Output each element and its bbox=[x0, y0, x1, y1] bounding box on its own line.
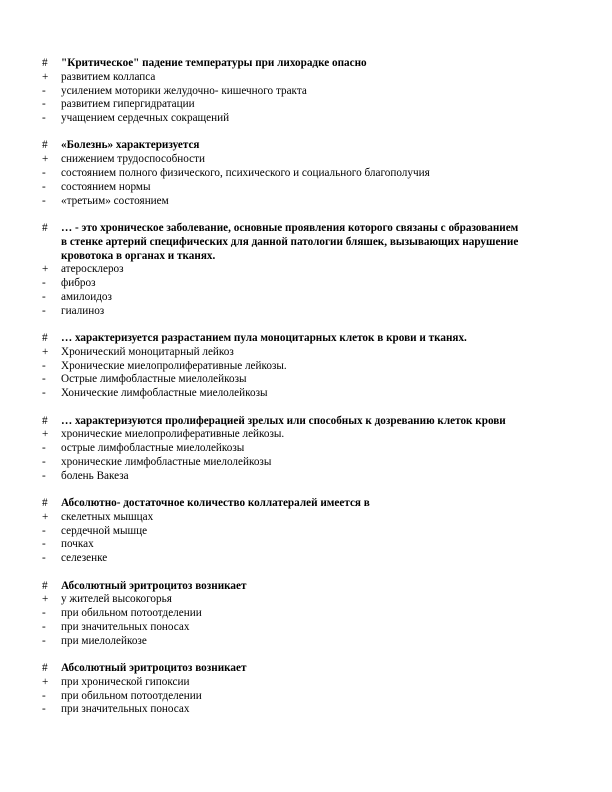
answer-marker: - bbox=[42, 84, 46, 97]
question-text: Абсолютный эритроцитоз возникает bbox=[61, 661, 247, 674]
answer-marker: - bbox=[42, 194, 46, 207]
answer-row bbox=[40, 607, 520, 621]
correct-answer-row bbox=[40, 511, 520, 525]
answer-row bbox=[40, 635, 520, 649]
question-row bbox=[40, 222, 520, 263]
answer-row bbox=[40, 690, 520, 704]
answer-marker: - bbox=[42, 703, 46, 716]
question-marker: # bbox=[42, 661, 48, 674]
answer-text: состоянием нормы bbox=[61, 180, 151, 193]
question-block bbox=[40, 57, 520, 126]
answer-row bbox=[40, 277, 520, 291]
answer-row bbox=[40, 112, 520, 126]
answer-marker: + bbox=[42, 428, 49, 441]
answer-row bbox=[40, 703, 520, 717]
answer-marker: - bbox=[42, 277, 46, 290]
answer-marker: + bbox=[42, 345, 49, 358]
question-marker: # bbox=[42, 579, 48, 592]
question-text: … характеризуется разрастанием пула моноцитарных клеток в крови и тканях. bbox=[61, 332, 467, 345]
question-row bbox=[40, 415, 520, 429]
answer-row bbox=[40, 442, 520, 456]
answer-text: при обильном потоотделении bbox=[61, 607, 202, 620]
answer-marker: - bbox=[42, 98, 46, 111]
question-row bbox=[40, 57, 520, 71]
question-row bbox=[40, 662, 520, 676]
question-marker: # bbox=[42, 414, 48, 427]
correct-answer-row bbox=[40, 71, 520, 85]
answer-marker: + bbox=[42, 510, 49, 523]
answer-text: сердечной мышце bbox=[61, 524, 148, 537]
question-block bbox=[40, 415, 520, 484]
correct-answer-row bbox=[40, 676, 520, 690]
answer-marker: + bbox=[42, 593, 49, 606]
answer-text: острые лимфобластные миелолейкозы bbox=[61, 442, 245, 455]
question-block bbox=[40, 332, 520, 401]
answer-marker: - bbox=[42, 689, 46, 702]
answer-marker: - bbox=[42, 524, 46, 537]
question-block bbox=[40, 580, 520, 649]
answer-row bbox=[40, 181, 520, 195]
answer-marker: - bbox=[42, 455, 46, 468]
answer-marker: - bbox=[42, 167, 46, 180]
question-text: "Критическое" падение температуры при лихорадке опасно bbox=[61, 57, 367, 69]
answer-text: при хронической гипоксии bbox=[61, 675, 190, 688]
answer-marker: - bbox=[42, 373, 46, 386]
answer-row bbox=[40, 538, 520, 552]
question-block bbox=[40, 497, 520, 566]
question-text: … - это хроническое заболевание, основные проявления которого связаны с образованием в стенке артерий специфических для данной патологии бляшек, вызывающих нарушение кровотока в органах и тканях. bbox=[61, 221, 519, 262]
question-row bbox=[40, 139, 520, 153]
answer-text: Хонические лимфобластные миелолейкозы bbox=[61, 387, 268, 400]
question-row bbox=[40, 580, 520, 594]
question-row bbox=[40, 332, 520, 346]
answer-marker: - bbox=[42, 552, 46, 565]
answer-row bbox=[40, 387, 520, 401]
correct-answer-row bbox=[40, 263, 520, 277]
answer-row bbox=[40, 470, 520, 484]
question-text: Абсолютный эритроцитоз возникает bbox=[61, 579, 247, 592]
correct-answer-row bbox=[40, 346, 520, 360]
question-block bbox=[40, 222, 520, 319]
answer-text: амилоидоз bbox=[61, 290, 112, 303]
question-marker: # bbox=[42, 332, 48, 345]
answer-row bbox=[40, 305, 520, 319]
answer-row bbox=[40, 85, 520, 99]
answer-text: при обильном потоотделении bbox=[61, 689, 202, 702]
question-text: «Болезнь» характеризуется bbox=[61, 139, 200, 152]
answer-text: при значительных поносах bbox=[61, 620, 190, 633]
answer-row bbox=[40, 291, 520, 305]
question-marker: # bbox=[42, 497, 48, 510]
answer-marker: + bbox=[42, 263, 49, 276]
answer-row bbox=[40, 195, 520, 209]
answer-row bbox=[40, 621, 520, 635]
answer-marker: + bbox=[42, 70, 49, 83]
answer-marker: - bbox=[42, 180, 46, 193]
answer-row bbox=[40, 373, 520, 387]
answer-marker: + bbox=[42, 153, 49, 166]
answer-text: «третьим» состоянием bbox=[61, 194, 169, 207]
answer-row bbox=[40, 360, 520, 374]
question-marker: # bbox=[42, 57, 48, 69]
question-marker: # bbox=[42, 139, 48, 152]
answer-marker: - bbox=[42, 304, 46, 317]
answer-marker: - bbox=[42, 538, 46, 551]
answer-text: Хронический моноцитарный лейкоз bbox=[61, 345, 234, 358]
answer-row bbox=[40, 167, 520, 181]
question-text: Абсолютно- достаточное количество коллатералей имеется в bbox=[61, 497, 370, 510]
answer-text: Хронические миелопролиферативные лейкозы. bbox=[61, 359, 287, 372]
answer-marker: + bbox=[42, 675, 49, 688]
answer-text: у жителей высокогорья bbox=[61, 593, 172, 606]
question-block bbox=[40, 662, 520, 717]
question-list bbox=[40, 57, 520, 731]
answer-marker: - bbox=[42, 469, 46, 482]
answer-marker: - bbox=[42, 290, 46, 303]
answer-text: почках bbox=[61, 538, 94, 551]
correct-answer-row bbox=[40, 593, 520, 607]
answer-text: гиалиноз bbox=[61, 304, 105, 317]
correct-answer-row bbox=[40, 428, 520, 442]
answer-text: Острые лимфобластные миелолейкозы bbox=[61, 373, 247, 386]
answer-text: учащением сердечных сокращений bbox=[61, 112, 230, 125]
answer-text: болень Вакеза bbox=[61, 469, 129, 482]
answer-text: при миелолейкозе bbox=[61, 634, 147, 647]
answer-marker: - bbox=[42, 607, 46, 620]
answer-text: развитием гипергидратации bbox=[61, 98, 195, 111]
answer-marker: - bbox=[42, 112, 46, 125]
answer-marker: - bbox=[42, 634, 46, 647]
answer-text: фиброз bbox=[61, 277, 96, 290]
answer-text: хронические миелопролиферативные лейкозы. bbox=[61, 428, 285, 441]
answer-text: селезенке bbox=[61, 552, 108, 565]
question-row bbox=[40, 497, 520, 511]
answer-row bbox=[40, 525, 520, 539]
answer-row bbox=[40, 552, 520, 566]
answer-marker: - bbox=[42, 442, 46, 455]
correct-answer-row bbox=[40, 153, 520, 167]
question-text: … характеризуются пролиферацией зрелых или способных к дозреванию клеток крови bbox=[61, 414, 506, 427]
answer-text: атеросклероз bbox=[61, 263, 124, 276]
answer-row bbox=[40, 98, 520, 112]
question-marker: # bbox=[42, 221, 48, 234]
answer-text: скелетных мышцах bbox=[61, 510, 154, 523]
answer-text: состоянием полного физического, психического и социального благополучия bbox=[61, 167, 430, 180]
answer-row bbox=[40, 456, 520, 470]
answer-text: при значительных поносах bbox=[61, 703, 190, 716]
answer-text: развитием коллапса bbox=[61, 70, 156, 83]
answer-text: хронические лимфобластные миелолейкозы bbox=[61, 455, 272, 468]
answer-marker: - bbox=[42, 620, 46, 633]
answer-text: усилением моторики желудочно- кишечного тракта bbox=[61, 84, 307, 97]
question-block bbox=[40, 139, 520, 208]
answer-marker: - bbox=[42, 359, 46, 372]
answer-text: снижением трудоспособности bbox=[61, 153, 206, 166]
answer-marker: - bbox=[42, 387, 46, 400]
